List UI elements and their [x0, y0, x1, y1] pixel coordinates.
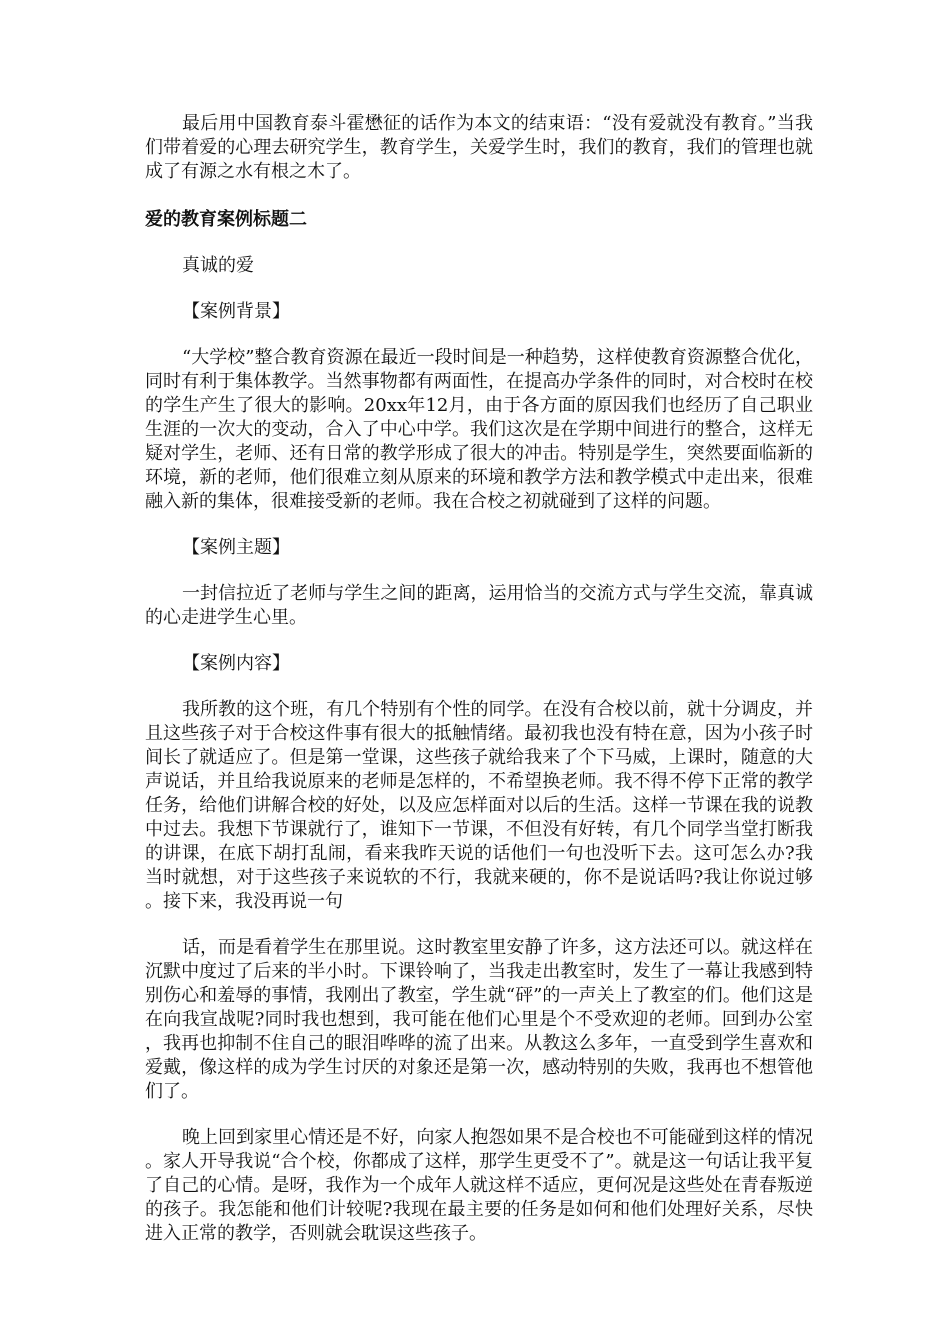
content-paragraph-3: 晚上回到家里心情还是不好，向家人抱怨如果不是合校也不可能碰到这样的情况。家人开导我说“合个校，你都成了这样，那学生更受不了”。就是这一句话让我平复了自己的心情。是呀，我作为一个成年人就这样不适应，更何况是这些处在青春叛逆的孩子。我怎能和他们计较呢?我现在最主要的任务是如何和他们处理好关系，尽快进入正常的教学，否则就会耽误这些孩子。 [145, 1127, 813, 1244]
content-paragraph-2: 话，而是看着学生在那里说。这时教室里安静了许多，这方法还可以。就这样在沉默中度过了后来的半小时。下课铃响了，当我走出教室时，发生了一幕让我感到特别伤心和羞辱的事情，我刚出了教室，学生就“砰”的一声关上了教室的们。他们这是在向我宣战呢?同时我也想到，我可能在他们心里是个不受欢迎的老师。回到办公室，我再也抑制不住自己的眼泪哗哗的流了出来。从教这么多年，一直受到学生喜欢和爱戴，像这样的成为学生讨厌的对象还是第一次，感动特别的失败，我再也不想管他们了。 [145, 937, 813, 1102]
case-subtitle: 真诚的爱 [182, 255, 254, 276]
document-page [145, 112, 813, 1246]
theme-label: 【案例主题】 [182, 537, 290, 558]
conclusion-paragraph: 最后用中国教育泰斗霍懋征的话作为本文的结束语：“没有爱就没有教育。”当我们带着爱的心理去研究学生，教育学生，关爱学生时，我们的教育，我们的管理也就成了有源之水有根之木了。 [145, 113, 813, 182]
section-heading: 爱的教育案例标题二 [145, 209, 307, 230]
background-paragraph: “大学校”整合教育资源在最近一段时间是一种趋势，这样使教育资源整合优化，同时有利于集体教学。当然事物都有两面性，在提高办学条件的同时，对合校时在校的学生产生了很大的影响。20xx年12月，由于各方面的原因我们也经历了自己职业生涯的一次大的变动，合入了中心中学。我们这次是在学期中间进行的整合，这样无疑对学生，老师、还有日常的教学形成了很大的冲击。特别是学生，突然要面临新的环境，新的老师，他们很难立刻从原来的环境和教学方法和教学模式中走出来，很难融入新的集体，很难接受新的老师。我在合校之初就碰到了这样的问题。 [145, 347, 813, 512]
background-label: 【案例背景】 [182, 301, 290, 322]
theme-paragraph: 一封信拉近了老师与学生之间的距离，运用恰当的交流方式与学生交流，靠真诚的心走进学生心里。 [145, 583, 813, 628]
content-paragraph-1: 我所教的这个班，有几个特别有个性的同学。在没有合校以前，就十分调皮，并且这些孩子对于合校这件事有很大的抵触情绪。最初我也没有特在意，因为小孩子时间长了就适应了。但是第一堂课，这些孩子就给我来了个下马威，上课时，随意的大声说话，并且给我说原来的老师是怎样的，不希望换老师。我不得不停下正常的教学任务，给他们讲解合校的好处，以及应怎样面对以后的生活。这样一节课在我的说教中过去。我想下节课就行了，谁知下一节课，不但没有好转，有几个同学当堂打断我的讲课，在底下胡打乱闹，看来我昨天说的话他们一句也没听下去。这可怎么办?我当时就想，对于这些孩子来说软的不行，我就来硬的，你不是说话吗?我让你说过够。接下来，我没再说一句 [145, 699, 813, 912]
content-label: 【案例内容】 [182, 653, 290, 674]
